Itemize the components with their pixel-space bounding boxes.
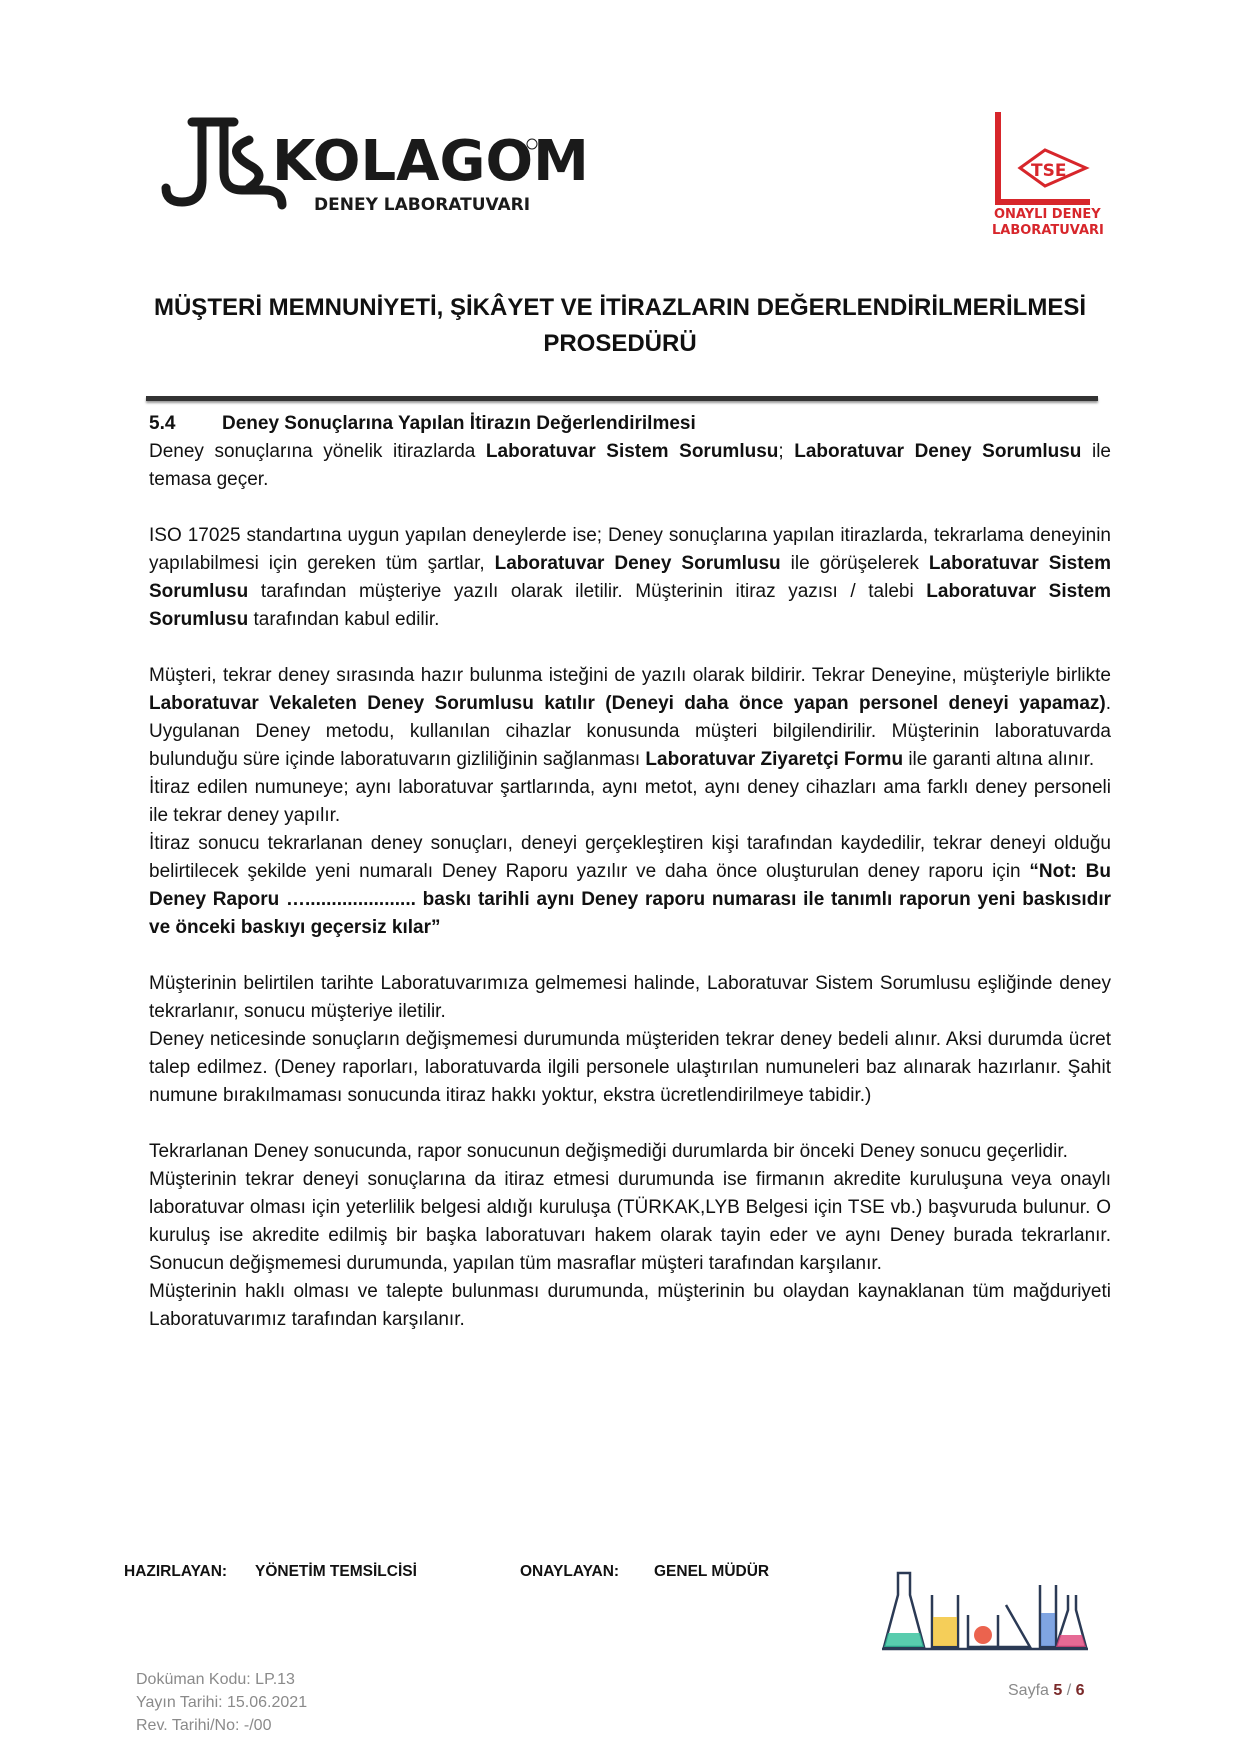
lab-equipment-illustration	[880, 1555, 1090, 1655]
paragraph-1: Deney sonuçlarına yönelik itirazlarda Laboratuvar Sistem Sorumlusu; Laboratuvar Deney Sorumlusu ile temasa geçer.	[149, 441, 1111, 490]
paragraph-6: Müşterinin belirtilen tarihte Laboratuvarımıza gelmemesi halinde, Laboratuvar Sistem Sorumlusu eşliğinde deney tekrarlanır, sonucu müşteriye iletilir.	[149, 973, 1111, 1022]
section-title: Deney Sonuçlarına Yapılan İtirazın Değerlendirilmesi	[222, 413, 696, 434]
company-name: KOLAGOM	[272, 129, 589, 194]
paragraph-5: İtiraz sonucu tekrarlanan deney sonuçları, deneyi gerçekleştiren kişi tarafından kaydedilir, tekrar deneyi olduğu belirtilecek şekilde yeni numaralı Deney Raporu yazılır ve daha önce oluşturulan deney raporu için “Not: Bu Deney Raporu …..................... baskı tarihli aynı Deney raporu numarası ile tanımlı raporun yeni baskısıdır ve önceki baskıyı geçersiz kılar”	[149, 833, 1111, 938]
page-number: Sayfa 5 / 6	[1008, 1682, 1085, 1699]
paragraph-3: Müşteri, tekrar deney sırasında hazır bulunma isteğini de yazılı olarak bildirir. Tekrar Deneyine, müşteriyle birlikte Laboratuvar Vekaleten Deney Sorumlusu katılır (Deneyi daha önce yapan personel deneyi yapamaz). Uygulanan Deney metodu, kullanılan cihazlar konusunda müşteri bilgilendirilir. Müşterinin laboratuvarda bulunduğu süre içinde laboratuvarın gizliliğinin sağlanması Laboratuvar Ziyaretçi Formu ile garanti altına alınır.	[149, 665, 1111, 770]
section-number: 5.4	[149, 413, 176, 434]
document-body	[149, 410, 1111, 1334]
prepared-label: HAZIRLAYAN:	[124, 1563, 228, 1580]
badge-line1: ONAYLI DENEY	[994, 207, 1101, 222]
document-title	[140, 290, 1100, 362]
paragraph-8: Tekrarlanan Deney sonucunda, rapor sonucunun değişmediği durumlarda bir önceki Deney sonucu geçerlidir.	[149, 1141, 1068, 1162]
approved-label: ONAYLAYAN:	[520, 1563, 620, 1580]
paragraph-7: Deney neticesinde sonuçların değişmemesi durumunda müşteriden tekrar deney bedeli alınır. Aksi durumda ücret talep edilmez. (Deney raporları, laboratuvarda ilgili personele ulaştırılan numuneleri baz alınarak hazırlanır. Şahit numune bırakılmaması sonucunda itiraz hakkı yoktur, ekstra ücretlendirilmeye tabidir.)	[149, 1029, 1111, 1106]
total-pages: 6	[1075, 1682, 1085, 1699]
current-page: 5	[1053, 1682, 1063, 1699]
title-line1: MÜŞTERİ MEMNUNİYETİ, ŞİKÂYET VE İTİRAZLARIN DEĞERLENDİRİLMERİLMESİ	[153, 294, 1087, 321]
paragraph-9: Müşterinin tekrar deneyi sonuçlarına da itiraz etmesi durumunda ise firmanın akredite kuruluşuna veya onaylı laboratuvar olması için yeterlilik belgesi aldığı kuruluşa (TÜRKAK,LYB Belgesi için TSE vb.) başvuruda bulunur. O kuruluş ise akredite edilmiş bir başka laboratuvarı hakem olarak tayin eder ve aynı Deney burada tekrarlanır. Sonucun değişmemesi durumunda, yapılan tüm masraflar müşteri tarafından karşılanır.	[149, 1169, 1111, 1274]
company-subtitle: DENEY LABORATUVARI	[314, 195, 531, 215]
revision: Rev. Tarihi/No: -/00	[136, 1717, 272, 1734]
doc-code: Doküman Kodu: LP.13	[136, 1671, 295, 1688]
approved-value: GENEL MÜDÜR	[654, 1563, 770, 1580]
tse-logo-icon	[990, 110, 1104, 240]
tse-badge	[990, 110, 1104, 240]
badge-line2: LABORATUVARI	[992, 223, 1104, 238]
tse-mark: TSE	[1031, 161, 1067, 181]
section-heading	[149, 410, 1111, 438]
document-info	[136, 1668, 307, 1737]
flask-logo-icon	[164, 110, 589, 220]
prepared-value: YÖNETİM TEMSİLCİSİ	[255, 1563, 417, 1580]
lab-glassware-icon	[880, 1555, 1090, 1655]
title-rule	[146, 396, 1098, 401]
paragraph-10: Müşterinin haklı olması ve talepte bulunması durumunda, müşterinin bu olaydan kaynaklanan tüm mağduriyeti Laboratuvarımız tarafından karşılanır.	[149, 1281, 1111, 1330]
company-logo	[164, 110, 589, 220]
publish-date: Yayın Tarihi: 15.06.2021	[136, 1694, 308, 1711]
paragraph-4: İtiraz edilen numuneye; aynı laboratuvar şartlarında, aynı metot, aynı deney cihazları ama farklı deney personeli ile tekrar deney yapılır.	[149, 777, 1111, 826]
title-line2: PROSEDÜRÜ	[543, 330, 697, 357]
paragraph-2: ISO 17025 standartına uygun yapılan deneylerde ise; Deney sonuçlarına yapılan itirazlarda, tekrarlama deneyinin yapılabilmesi için gereken tüm şartlar, Laboratuvar Deney Sorumlusu ile görüşelerek Laboratuvar Sistem Sorumlusu tarafından müşteriye yazılı olarak iletilir. Müşterinin itiraz yazısı / talebi Laboratuvar Sistem Sorumlusu tarafından kabul edilir.	[149, 525, 1112, 630]
